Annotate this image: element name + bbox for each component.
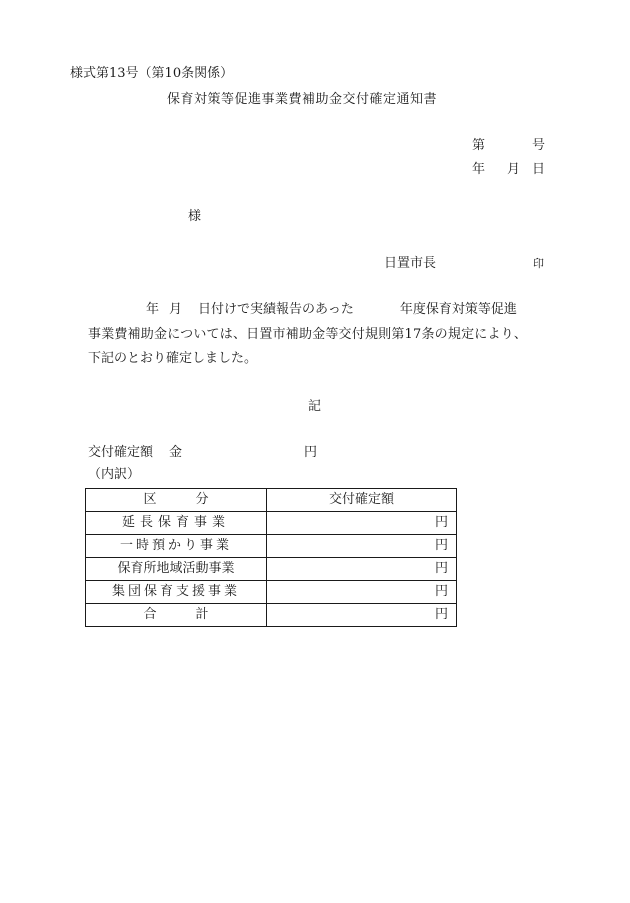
table-row <box>86 535 457 558</box>
body-line-1 <box>146 302 517 318</box>
row-amount: 円 <box>267 535 457 558</box>
date-year: 年 <box>472 162 486 177</box>
row-amount: 円 <box>267 581 457 604</box>
document-title: 保育対策等促進事業費補助金交付確定通知書 <box>167 92 438 107</box>
breakdown-table <box>85 488 457 627</box>
grant-amount-yen: 円 <box>304 445 318 460</box>
row-amount: 円 <box>267 512 457 535</box>
table-row <box>86 558 457 581</box>
header-category: 区 分 <box>86 489 267 512</box>
body-month: 月 <box>169 302 183 317</box>
document-date <box>472 162 545 178</box>
seal-mark: 印 <box>533 257 544 270</box>
row-name: 延長保育事業 <box>86 512 267 535</box>
total-name: 合 計 <box>86 604 267 627</box>
header-amount: 交付確定額 <box>267 489 457 512</box>
grant-amount-kin: 金 <box>169 445 183 460</box>
body-year: 年 <box>146 302 160 317</box>
number-prefix: 第 <box>472 138 486 153</box>
table-header-row <box>86 489 457 512</box>
table-row <box>86 581 457 604</box>
total-amount: 円 <box>267 604 457 627</box>
body-line-2: 事業費補助金については、日置市補助金等交付規則第17条の規定により、 <box>88 327 528 342</box>
sender-name: 日置市長 <box>384 256 437 271</box>
form-number: 様式第13号（第10条関係） <box>70 66 234 81</box>
body-line-3: 下記のとおり確定しました。 <box>88 351 258 366</box>
date-month: 月 <box>506 162 520 177</box>
table-row <box>86 512 457 535</box>
table-total-row <box>86 604 457 627</box>
number-suffix: 号 <box>531 138 545 153</box>
row-name: 集団保育支援事業 <box>86 581 267 604</box>
row-name: 一時預かり事業 <box>86 535 267 558</box>
body-text-1-tail: 年度保育対策等促進 <box>399 302 517 317</box>
document-number <box>472 138 545 154</box>
ki-heading: 記 <box>308 399 322 414</box>
grant-amount-label: 交付確定額 <box>88 445 154 460</box>
body-text-1: 日付けで実績報告のあった <box>198 302 354 317</box>
row-name: 保育所地域活動事業 <box>86 558 267 581</box>
row-amount: 円 <box>267 558 457 581</box>
grant-amount-line <box>88 445 317 461</box>
addressee-honorific: 様 <box>188 209 202 224</box>
date-day: 日 <box>531 162 545 177</box>
breakdown-label: （内訳） <box>88 467 141 482</box>
